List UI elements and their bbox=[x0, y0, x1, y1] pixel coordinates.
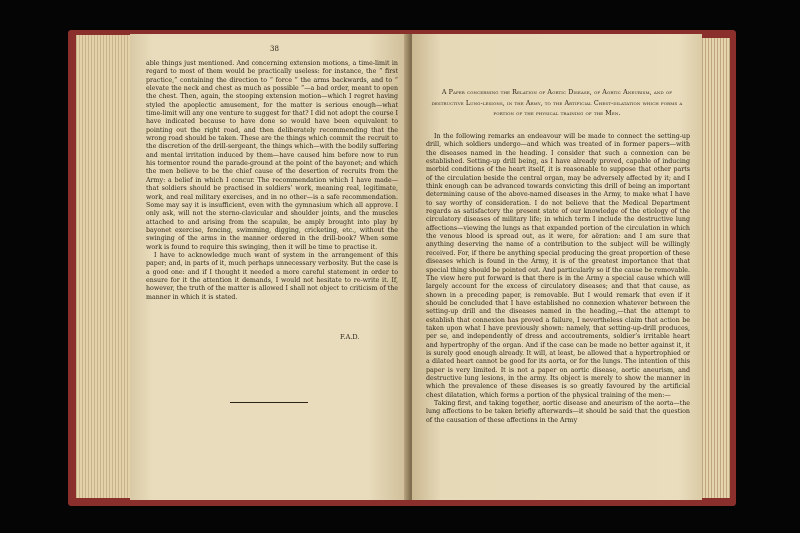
left-page-body bbox=[146, 60, 398, 302]
right-paragraph-2: Taking first, and taking together, aortic disease and aneurism of the aorta—the lung affections to be taken briefly afterwards—it should be said that the question of the causation of these affections in the Army bbox=[426, 400, 690, 424]
right-paragraph-1: In the following remarks an endeavour will be made to connect the setting-up drill, which soldiers undergo—and which was treated of in former papers—with the diseases named in the heading. I consider that such a connexion can be established. Setting-up drill being, as I have already proved, capable of inducing morbid conditions of the heart itself, it is reasonable to suppose that other parts of the circulation beside the central organ, may be adversely affected by it; and I think enough can be advanced towards convicting this drill of being an important determining cause of the above-named diseases in the Army, to make what I have to say worthy of consideration. I do not believe that the Medical Department regards as satisfactory the present state of our knowledge of the etiology of the circulatory diseases of military life; in which term I include the destructive lung affections—viewing the lungs as that expanded portion of the circulation in which the venous blood is spread out, as it were, for aëration: and I am sure that anything deserving the name of a contribution to the subject will be willingly received. For, if there be anything special producing the great proportion of these diseases which is found in the Army, it is of the greatest importance that that special thing should be pointed out. And particularly so if the cause be removable. The view here put forward is that there is in the Army a special cause which will largely account for the excess of circulatory diseases; and that that cause, as shown in a preceding paper, is removable. But I would remark that even if it should be concluded that I have established no connexion whatever between the setting-up drill and the diseases named in the heading,—that the attempt to establish that connexion has proved a failure, I nevertheless claim that action be taken upon what I have previously shown: namely, that setting-up-drill produces, per se, and independently of dress and accoutrements, soldier’s irritable heart and hypertrophy of the organ. And if the case can be made no better against it, it is surely good enough already. It will, at least, be allowed that a hypertrophied or a dilated heart cannot be good for its aorta, or for the lungs. The intention of this paper is very limited. It is not a paper on aortic disease, aortic aneurism, and destructive lung lesions, in the army. Its object is merely to show the manner in which the prevalence of these diseases is so greatly favoured by the artificial chest dilatation, which forms a portion of the physical training of the men:— bbox=[426, 133, 690, 399]
author-signature: F.A.D. bbox=[340, 333, 360, 341]
section-divider bbox=[230, 402, 308, 403]
paper-heading-text: A Paper concerning the Relation of Aortic Disease, of Aortic Aneurism, and of destructive Lung-lesions, in the Army, to the Artificial Chest-dilatation which forms a portion of the physical training of the Men. bbox=[431, 89, 683, 117]
left-paragraph-1: able things just mentioned. And concerning extension motions, a time-limit in regard to most of them would be practically useless: for instance, the “ first practice,” containing the direction to “ force ” the arms backwards, and to “ elevate the neck and chest as much as possible ”—a bad order, meant to open the chest. Then, again, the stooping extension motion—which I regret having styled the apoplectic amusement, for the matter is serious enough—what time-limit will any one venture to suggest for that? I did not adopt the course I have indicated because to have done so would have been equivalent to pointing out the right road, and then deliberately recommending that the wrong road should be taken. These are the things which commit the recruit to the discretion of the drill-sergeant, the things which—with the bodily suffering and mental irritation induced by them—have caused him before now to run his tormentor round the parade-ground at the point of the bayonet; and which the men believe to be the chief cause of the desertion of recruits from the Army: a belief in which I concur. The recommendation which I have made—that soldiers should be practised in soldiers’ work, meaning real, legitimate, work, and real military exercises, and in no other—is a safe recommendation. Some may say it is insufficient, even with the gymnasium which all approve. I only ask, will not the sterno-clavicular and shoulder joints, and the muscles attached to and arising from the scapulæ, be amply brought into play by bayonet exercise, fencing, swimming, digging, cricketing, etc., without the swinging of the arms in the manner ordered in the drill-book? When some work is found to require this swinging, then it will be time to practise it. bbox=[146, 60, 398, 251]
right-page bbox=[412, 34, 702, 500]
right-page-body bbox=[426, 133, 690, 425]
right-page-edges bbox=[700, 38, 730, 498]
paper-heading bbox=[426, 88, 688, 120]
left-page bbox=[130, 34, 410, 500]
page-number: 38 bbox=[270, 45, 279, 53]
left-page-edges bbox=[76, 35, 134, 498]
left-paragraph-2: I have to acknowledge much want of system in the arrangement of this paper; and, in parts of it, much perhaps unnecessary verbosity. But the case is a good one: and if I thought it needed a more careful statement in order to ensure for it the attention it demands, I would not hesitate to re-write it. If, however, the truth of the matter is allowed I shall not object to criticism of the manner in which it is stated. bbox=[146, 251, 398, 301]
